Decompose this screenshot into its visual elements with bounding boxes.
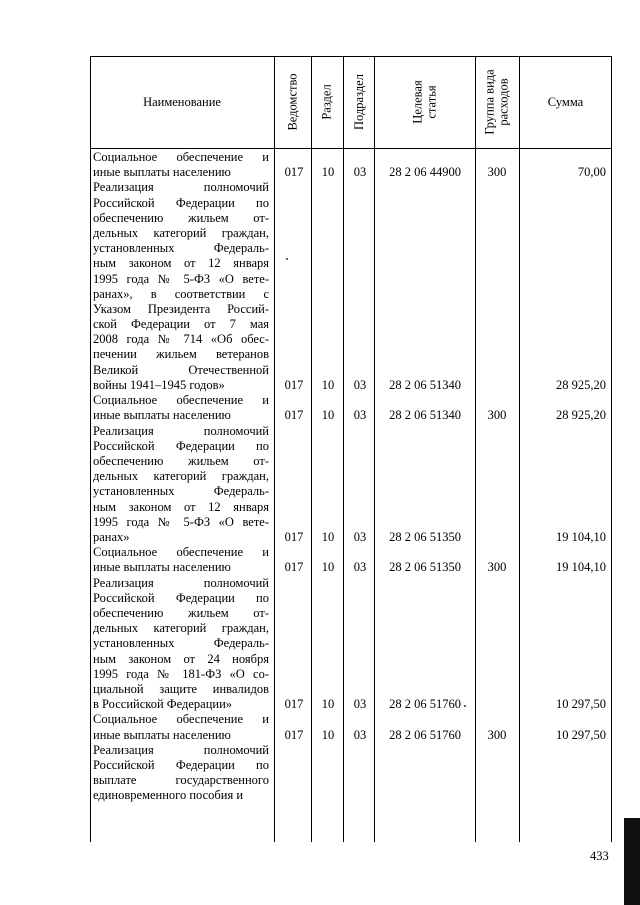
- row-celevaya-statya: 28 2 06 51340: [389, 408, 461, 423]
- header-gruppa-text: [483, 69, 511, 134]
- row-vedomstvo: 017: [284, 408, 304, 423]
- row-name-line: ным законом от 12 января: [93, 256, 269, 271]
- row-name-line: 2008 года № 714 «Об обес-: [93, 332, 269, 347]
- row-vedomstvo: 017: [284, 697, 304, 712]
- header-summa-text: Сумма: [547, 95, 584, 109]
- column-divider: [311, 56, 312, 842]
- row-name-line: Социальное обеспечение и: [93, 150, 269, 164]
- row-name-line: единовременного пособия и: [93, 788, 244, 803]
- row-name-line: Российской Федерации по: [93, 195, 269, 210]
- row-name-line: 1995 года № 5-ФЗ «О вете-: [93, 514, 269, 529]
- row-name: [93, 424, 269, 546]
- header-razdel: [311, 56, 343, 148]
- row-gruppa: 300: [487, 165, 507, 180]
- row-gruppa: 300: [487, 408, 507, 423]
- scan-speck: [464, 705, 466, 707]
- row-summa: 10 297,50: [556, 697, 606, 712]
- row-name-line: иные выплаты населению: [93, 727, 231, 742]
- row-podrazdel: 03: [353, 727, 367, 742]
- row-name-line: Социальное обеспечение и: [93, 545, 269, 560]
- row-name: [93, 576, 269, 713]
- row-name-line: Российской Федерации по: [93, 590, 269, 605]
- header-divider: [90, 148, 612, 149]
- row-razdel: 10: [321, 378, 335, 392]
- row-podrazdel: 03: [353, 378, 367, 392]
- row-podrazdel: 03: [353, 697, 367, 712]
- header-podrazdel-text: Подраздел: [351, 74, 366, 130]
- row-razdel: 10: [321, 165, 335, 180]
- header-razdel-text: Раздел: [320, 84, 335, 120]
- row-name-line: Указом Президента Россий-: [93, 301, 269, 316]
- header-summa: [519, 56, 612, 148]
- row-vedomstvo: 017: [284, 560, 304, 575]
- row-name-line: Российской Федерации по: [93, 438, 269, 453]
- row-summa: 10 297,50: [556, 727, 606, 742]
- row-gruppa: 300: [487, 727, 507, 742]
- row-podrazdel: 03: [353, 165, 367, 180]
- row-name-line: установленных Федераль-: [93, 484, 269, 499]
- header-name: [90, 56, 274, 148]
- header-celevaya-statya: [374, 56, 475, 148]
- row-summa: 70,00: [577, 165, 606, 180]
- row-name-line: установленных Федераль-: [93, 636, 269, 651]
- row-name-line: Реализация полномочий: [93, 575, 269, 590]
- row-name: [93, 545, 269, 575]
- scan-speck: [286, 258, 288, 260]
- row-name-line: дельных категорий граждан,: [93, 469, 269, 484]
- row-name: [93, 180, 269, 393]
- row-name-line: установленных Федераль-: [93, 241, 269, 256]
- row-podrazdel: 03: [353, 560, 367, 575]
- row-celevaya-statya: 28 2 06 51760: [389, 727, 461, 742]
- row-name: [93, 150, 269, 180]
- row-name-line: Реализация полномочий: [93, 423, 269, 438]
- row-name: [93, 743, 269, 804]
- row-gruppa: 300: [487, 560, 507, 575]
- row-razdel: 10: [321, 697, 335, 712]
- row-vedomstvo: 017: [284, 530, 304, 544]
- row-celevaya-statya: 28 2 06 51760: [389, 697, 461, 712]
- header-celevaya-statya-text: [411, 80, 439, 123]
- row-name-line: обеспечению жильем от-: [93, 605, 269, 620]
- header-podrazdel: [343, 56, 374, 148]
- row-name-line: Реализация полномочий: [93, 742, 269, 757]
- row-name-line: ранах», в соответствии с: [93, 286, 269, 301]
- row-celevaya-statya: 28 2 06 51350: [389, 530, 461, 544]
- row-summa: 28 925,20: [556, 408, 606, 423]
- header-gruppa-vida-rashodov: [475, 56, 519, 148]
- row-summa: 19 104,10: [556, 530, 606, 544]
- row-celevaya-statya: 28 2 06 51350: [389, 560, 461, 575]
- row-name-line: 1995 года № 181-ФЗ «О со-: [93, 666, 269, 681]
- row-summa: 19 104,10: [556, 560, 606, 575]
- column-divider: [519, 56, 520, 842]
- scan-edge-shadow: [624, 818, 640, 905]
- row-name-line: ранах»: [93, 529, 130, 544]
- row-name-line: дельных категорий граждан,: [93, 621, 269, 636]
- header-grp-line1: Группа вида: [483, 69, 498, 135]
- row-name-line: войны 1941–1945 годов»: [93, 377, 225, 392]
- row-celevaya-statya: 28 2 06 51340: [389, 378, 461, 392]
- row-name-line: иные выплаты населению: [93, 165, 231, 180]
- row-podrazdel: 03: [353, 530, 367, 544]
- header-vedomstvo-text: Ведомство: [285, 73, 300, 131]
- row-name-line: в Российской Федерации»: [93, 697, 233, 712]
- row-name-line: иные выплаты населению: [93, 408, 231, 423]
- row-razdel: 10: [321, 530, 335, 544]
- row-name-line: циальной защите инвалидов: [93, 681, 269, 696]
- row-name-line: обеспечению жильем от-: [93, 210, 269, 225]
- row-vedomstvo: 017: [284, 165, 304, 180]
- row-name-line: ным законом от 12 января: [93, 499, 269, 514]
- row-name-line: ным законом от 24 ноября: [93, 651, 269, 666]
- header-cel-line2: статья: [424, 85, 439, 119]
- row-name-line: печении жильем ветеранов: [93, 347, 269, 362]
- row-vedomstvo: 017: [284, 378, 304, 392]
- row-name-line: дельных категорий граждан,: [93, 225, 269, 240]
- row-name-line: 1995 года № 5-ФЗ «О вете-: [93, 271, 269, 286]
- column-divider: [475, 56, 476, 842]
- row-name-line: выплате государственного: [93, 773, 269, 788]
- row-name: [93, 712, 269, 742]
- row-podrazdel: 03: [353, 408, 367, 423]
- row-razdel: 10: [321, 560, 335, 575]
- page-number: 433: [590, 849, 609, 863]
- row-razdel: 10: [321, 727, 335, 742]
- header-grp-line2: расходов: [497, 78, 512, 126]
- column-divider: [274, 56, 275, 842]
- row-name-line: Великой Отечественной: [93, 362, 269, 377]
- row-name-line: Социальное обеспечение и: [93, 393, 269, 408]
- row-name-line: обеспечению жильем от-: [93, 453, 269, 468]
- row-name-line: Реализация полномочий: [93, 180, 269, 195]
- row-name-line: Социальное обеспечение и: [93, 712, 269, 727]
- row-name: [93, 393, 269, 423]
- row-celevaya-statya: 28 2 06 44900: [389, 165, 461, 180]
- header-name-text: Наименование: [143, 95, 221, 109]
- row-name-line: ской Федерации от 7 мая: [93, 317, 269, 332]
- header-vedomstvo: [274, 56, 311, 148]
- row-name-line: Российской Федерации по: [93, 757, 269, 772]
- row-summa: 28 925,20: [556, 378, 606, 392]
- row-razdel: 10: [321, 408, 335, 423]
- column-divider: [374, 56, 375, 842]
- row-vedomstvo: 017: [284, 727, 304, 742]
- row-name-line: иные выплаты населению: [93, 560, 231, 575]
- column-divider: [343, 56, 344, 842]
- header-cel-line1: Целевая: [410, 80, 425, 124]
